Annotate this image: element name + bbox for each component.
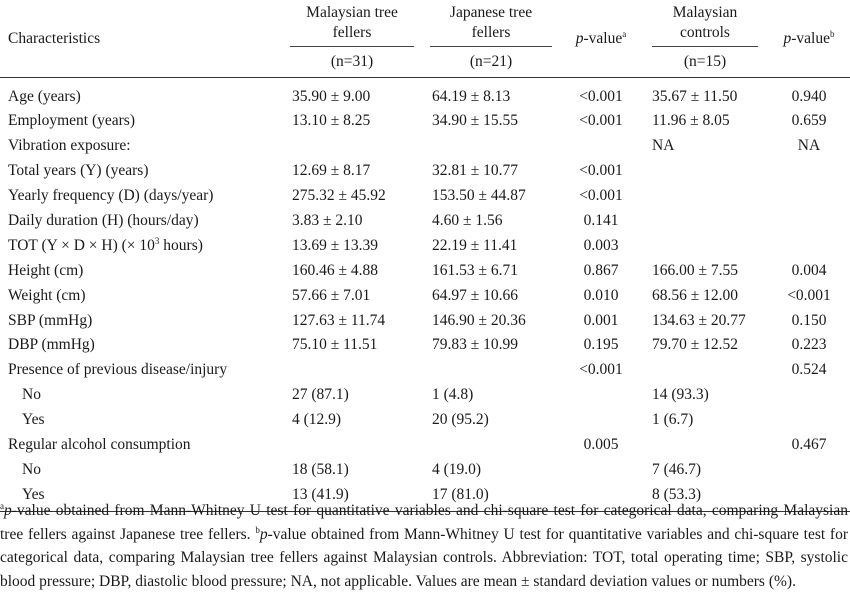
cell-malaysian-fellers [282, 134, 422, 159]
footnote-a-text: -value obtained from Mann-Whitney U test for quantitative variables and chi-square test for categorical data, comparing Malaysian tree fellers against Japanese tree fellers. [0, 502, 848, 543]
cell-p-value-a: 0.005 [583, 436, 619, 454]
cell-malaysian-fellers: 35.90 ± 9.00 [292, 87, 371, 105]
cell-malaysian-fellers: 27 (87.1) [292, 386, 349, 404]
footnote-b-text: -value obtained from Mann-Whitney U test for quantitative variables and chi-square test for categorical data, comparing Malaysian tree fellers against Malaysian controls. Abbreviation: TOT, total operating time; SBP, systolic blood pressure; DBP, diastolic blood pressure; NA, not applicable. Values are mean ± standard deviation values or numbers (%). [0, 525, 848, 590]
cell-p-value-b: 0.223 [791, 336, 827, 354]
row-label: DBP (mmHg) [8, 336, 95, 354]
table-row [0, 308, 850, 333]
header-malaysian-controls [642, 0, 768, 47]
cell-malaysian-fellers [282, 358, 422, 383]
cell-malaysian-fellers: 57.66 ± 7.01 [292, 286, 371, 304]
cell-p-value-a: <0.001 [579, 112, 623, 130]
cell-p-value-b: 0.467 [791, 436, 827, 454]
header-japanese-fellers-text: Japanese tree fellers [430, 3, 552, 47]
header-malaysian-fellers [282, 0, 422, 47]
cell-p-value-b: NA [797, 137, 821, 155]
row-label: Height (cm) [8, 261, 84, 279]
cell-malaysian-controls [642, 209, 768, 234]
table-row [0, 258, 850, 283]
table-row [0, 233, 850, 258]
cell-p-value-a [560, 134, 642, 159]
table-body [0, 78, 850, 512]
cell-malaysian-controls: 134.63 ± 20.77 [652, 311, 746, 329]
cell-p-value-b [768, 209, 850, 234]
cell-p-value-b [768, 457, 850, 482]
row-label: Regular alcohol consumption [8, 436, 191, 454]
cell-malaysian-fellers: 160.46 ± 4.88 [292, 261, 379, 279]
header-malaysian-controls-text: Malaysian controls [652, 3, 758, 47]
header-p-suffix: -value [583, 29, 623, 47]
row-label: Weight (cm) [8, 286, 86, 304]
cell-p-value-a: <0.001 [579, 187, 623, 205]
cell-japanese-fellers: 64.19 ± 8.13 [432, 87, 511, 105]
table-row [0, 333, 850, 358]
header-p-italic: p [575, 29, 584, 47]
cell-malaysian-fellers: 18 (58.1) [292, 460, 349, 478]
row-label: Daily duration (H) (hours/day) [8, 212, 199, 229]
footnote-a-p: p [4, 502, 12, 519]
cell-malaysian-fellers: 4 (12.9) [292, 411, 342, 429]
table-row [0, 457, 850, 482]
n-japanese: (n=21) [469, 53, 513, 70]
row-label: No [22, 460, 41, 478]
cell-p-value-b: <0.001 [787, 286, 831, 304]
cell-p-value-a: 0.001 [583, 311, 619, 329]
cell-malaysian-fellers: 3.83 ± 2.10 [292, 212, 363, 229]
cell-p-value-a: <0.001 [579, 361, 623, 379]
header-p-value-a [560, 0, 642, 78]
cell-malaysian-fellers [282, 433, 422, 458]
cell-malaysian-controls: 7 (46.7) [652, 460, 702, 478]
cell-japanese-fellers: 64.97 ± 10.66 [432, 286, 519, 304]
cell-malaysian-fellers: 13 (41.9) [292, 485, 349, 503]
cell-malaysian-fellers: 12.69 ± 8.17 [292, 162, 371, 180]
row-label-main: TOT (Y × D × H) (× 10 [8, 236, 155, 254]
cell-malaysian-controls [642, 358, 768, 383]
header-p2-suffix: -value [791, 29, 830, 47]
header-p2-italic: p [783, 29, 792, 47]
cell-p-value-b: 0.150 [791, 311, 827, 329]
cell-malaysian-controls [642, 184, 768, 209]
cell-p-value-b [768, 159, 850, 184]
cell-malaysian-controls [642, 159, 768, 184]
cell-malaysian-fellers: 275.32 ± 45.92 [292, 187, 386, 205]
cell-p-value-a [560, 383, 642, 408]
cell-malaysian-controls: 11.96 ± 8.05 [652, 112, 730, 130]
cell-japanese-fellers: 146.90 ± 20.36 [432, 311, 526, 329]
cell-japanese-fellers: 79.83 ± 10.99 [432, 336, 519, 354]
cell-japanese-fellers [422, 358, 560, 383]
cell-japanese-fellers: 4 (19.0) [432, 460, 482, 478]
row-label: Employment (years) [8, 112, 135, 130]
row-label: Yes [22, 485, 45, 503]
header-p-value-b [768, 0, 850, 78]
cell-japanese-fellers: 34.90 ± 15.55 [432, 112, 519, 130]
cell-japanese-fellers: 20 (95.2) [432, 411, 489, 429]
row-label [0, 233, 282, 258]
row-label: No [22, 386, 41, 404]
table-row [0, 209, 850, 234]
header-malaysian-fellers-text: Malaysian tree fellers [290, 3, 414, 47]
table-row [0, 383, 850, 408]
table-row [0, 134, 850, 159]
row-label: SBP (mmHg) [8, 311, 93, 329]
cell-japanese-fellers: 4.60 ± 1.56 [432, 212, 503, 229]
table-footnote [0, 499, 848, 593]
table-row [0, 159, 850, 184]
cell-p-value-b [768, 408, 850, 433]
header-characteristics: Characteristics [8, 29, 101, 47]
table-row [0, 408, 850, 433]
cell-p-value-a: 0.867 [583, 261, 619, 279]
footnote-b-sup: b [255, 524, 260, 535]
row-label-sup: 3 [154, 235, 160, 246]
cell-malaysian-controls: 14 (93.3) [652, 386, 709, 404]
cell-malaysian-fellers: 13.10 ± 8.25 [292, 112, 371, 130]
row-label: Total years (Y) (years) [8, 162, 149, 180]
cell-p-value-a: <0.001 [579, 87, 623, 105]
cell-p-value-a: 0.195 [583, 336, 619, 354]
cell-japanese-fellers: 22.19 ± 11.41 [432, 236, 518, 254]
cell-p-value-a: <0.001 [579, 162, 623, 180]
cell-malaysian-controls: NA [652, 137, 675, 155]
cell-malaysian-fellers: 13.69 ± 13.39 [292, 236, 379, 254]
n-controls: (n=15) [683, 53, 727, 70]
cell-japanese-fellers [422, 433, 560, 458]
header-p-sup-a: a [622, 28, 627, 39]
cell-japanese-fellers: 1 (4.8) [432, 386, 474, 404]
cell-malaysian-controls [642, 433, 768, 458]
footnote-a-sup: a [0, 500, 4, 511]
cell-japanese-fellers: 17 (81.0) [432, 485, 489, 503]
table-row [0, 109, 850, 134]
table-row [0, 433, 850, 458]
cell-malaysian-controls: 35.67 ± 11.50 [652, 87, 738, 105]
table-row [0, 358, 850, 383]
header-p-sup-b: b [829, 28, 835, 39]
header-japanese-fellers [422, 0, 560, 47]
cell-p-value-b: 0.004 [791, 261, 827, 279]
cell-japanese-fellers: 153.50 ± 44.87 [432, 187, 526, 205]
table-row [0, 283, 850, 308]
cell-p-value-b: 0.524 [791, 361, 827, 379]
cell-p-value-a: 0.003 [583, 236, 619, 254]
cell-p-value-a: 0.010 [583, 286, 619, 304]
cell-p-value-a [560, 457, 642, 482]
cell-japanese-fellers [422, 134, 560, 159]
cell-malaysian-controls [642, 233, 768, 258]
footnote-b-p: p [259, 525, 268, 543]
cell-p-value-b [768, 383, 850, 408]
cell-malaysian-controls: 8 (53.3) [652, 485, 702, 503]
row-label: Presence of previous disease/injury [8, 361, 228, 379]
cell-malaysian-controls: 166.00 ± 7.55 [652, 261, 739, 279]
cell-p-value-a: 0.141 [583, 212, 619, 229]
row-label: Age (years) [8, 87, 81, 105]
cell-p-value-b: 0.940 [791, 87, 827, 105]
table-row [0, 184, 850, 209]
row-label: Yearly frequency (D) (days/year) [8, 187, 214, 205]
cell-p-value-b [768, 233, 850, 258]
cell-malaysian-controls: 1 (6.7) [652, 411, 694, 429]
n-malaysian: (n=31) [330, 53, 374, 70]
cell-p-value-b [768, 184, 850, 209]
cell-p-value-b: 0.659 [791, 112, 827, 130]
cell-malaysian-controls: 68.56 ± 12.00 [652, 286, 739, 304]
cell-p-value-a [560, 408, 642, 433]
row-label-tail: hours) [159, 236, 203, 254]
cell-malaysian-fellers: 127.63 ± 11.74 [292, 311, 386, 329]
cell-malaysian-fellers: 75.10 ± 11.51 [292, 336, 378, 354]
cell-malaysian-controls: 79.70 ± 12.52 [652, 336, 739, 354]
table-row [0, 78, 850, 110]
row-label: Yes [22, 411, 45, 429]
cell-japanese-fellers: 161.53 ± 6.71 [432, 261, 519, 279]
row-label: Vibration exposure: [8, 137, 131, 155]
cell-japanese-fellers: 32.81 ± 10.77 [432, 162, 519, 180]
